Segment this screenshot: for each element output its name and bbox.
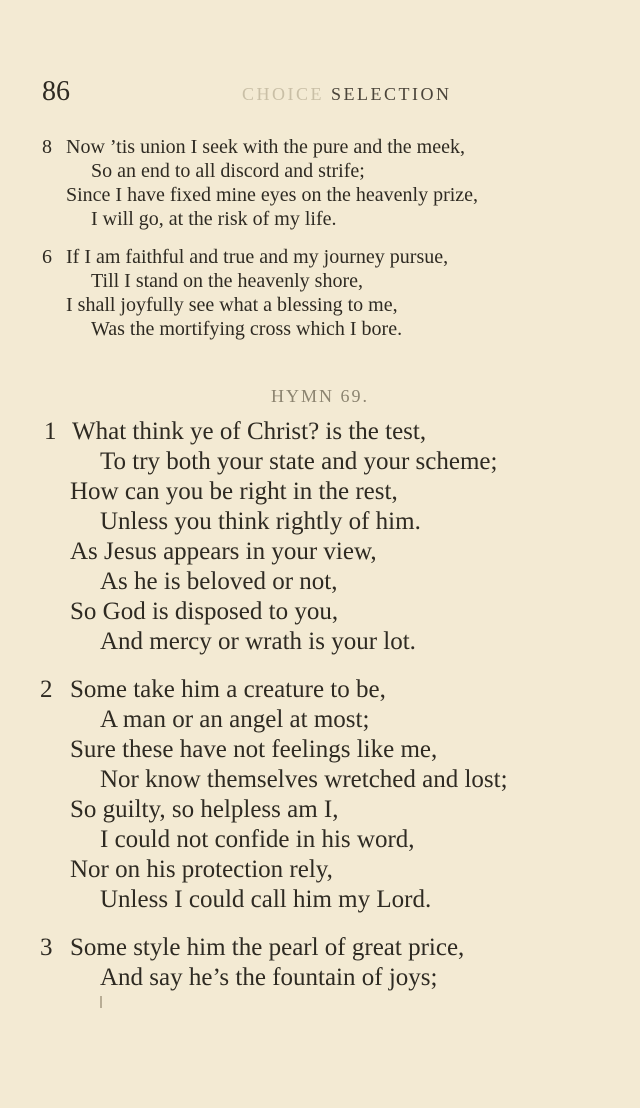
verse-line: How can you be right in the rest, — [70, 478, 398, 505]
verse-line: I could not confide in his word, — [100, 826, 415, 853]
verse-line: So an end to all discord and strife; — [91, 160, 365, 182]
verse-line: Was the mortifying cross which I bore. — [91, 318, 403, 340]
hymn-title: HYMN 69. — [270, 386, 369, 406]
verse-line: Nor know themselves wretched and lost; — [100, 766, 508, 793]
verse-line: Some style him the pearl of great price, — [70, 934, 465, 961]
verse-line: Since I have fixed mine eyes on the heavenly prize, — [66, 184, 479, 206]
ink-speck — [100, 996, 102, 1008]
verse-line: And mercy or wrath is your lot. — [100, 628, 416, 655]
verse-line: Unless I could call him my Lord. — [100, 886, 432, 913]
verse-line: As Jesus appears in your view, — [70, 538, 377, 565]
verse-line: Now ’tis union I seek with the pure and the meek, — [66, 136, 465, 158]
verse-line: To try both your state and your scheme; — [100, 448, 498, 475]
running-head — [242, 84, 452, 105]
verse-line: Sure these have not feelings like me, — [70, 736, 438, 763]
verse-line: I will go, at the risk of my life. — [91, 208, 337, 230]
verse-line: As he is beloved or not, — [100, 568, 338, 595]
verse-line: Unless you think rightly of him. — [100, 508, 421, 535]
stanza-number: 8 — [42, 136, 52, 158]
verse-line: I shall joyfully see what a blessing to me, — [66, 294, 398, 316]
verse-line: Till I stand on the heavenly shore, — [91, 270, 364, 292]
page-number: 86 — [42, 76, 70, 107]
verse-line: So God is disposed to you, — [70, 598, 339, 625]
verse-line: And say he’s the fountain of joys; — [100, 964, 438, 991]
stanza-number: 6 — [42, 246, 52, 268]
running-head-text: SELECTION — [331, 84, 452, 104]
stanza-number: 1 — [44, 418, 57, 445]
page-header — [42, 76, 600, 112]
stanza-number: 2 — [40, 676, 53, 703]
running-head-faded: CHOICE — [242, 84, 331, 104]
verse-line: If I am faithful and true and my journey pursue, — [66, 246, 449, 268]
verse-line: Some take him a creature to be, — [70, 676, 386, 703]
verse-line: What think ye of Christ? is the test, — [72, 418, 427, 445]
stanza-number: 3 — [40, 934, 53, 961]
verse-line: A man or an angel at most; — [100, 706, 370, 733]
verse-line: So guilty, so helpless am I, — [70, 796, 339, 823]
verse-line: Nor on his protection rely, — [70, 856, 333, 883]
